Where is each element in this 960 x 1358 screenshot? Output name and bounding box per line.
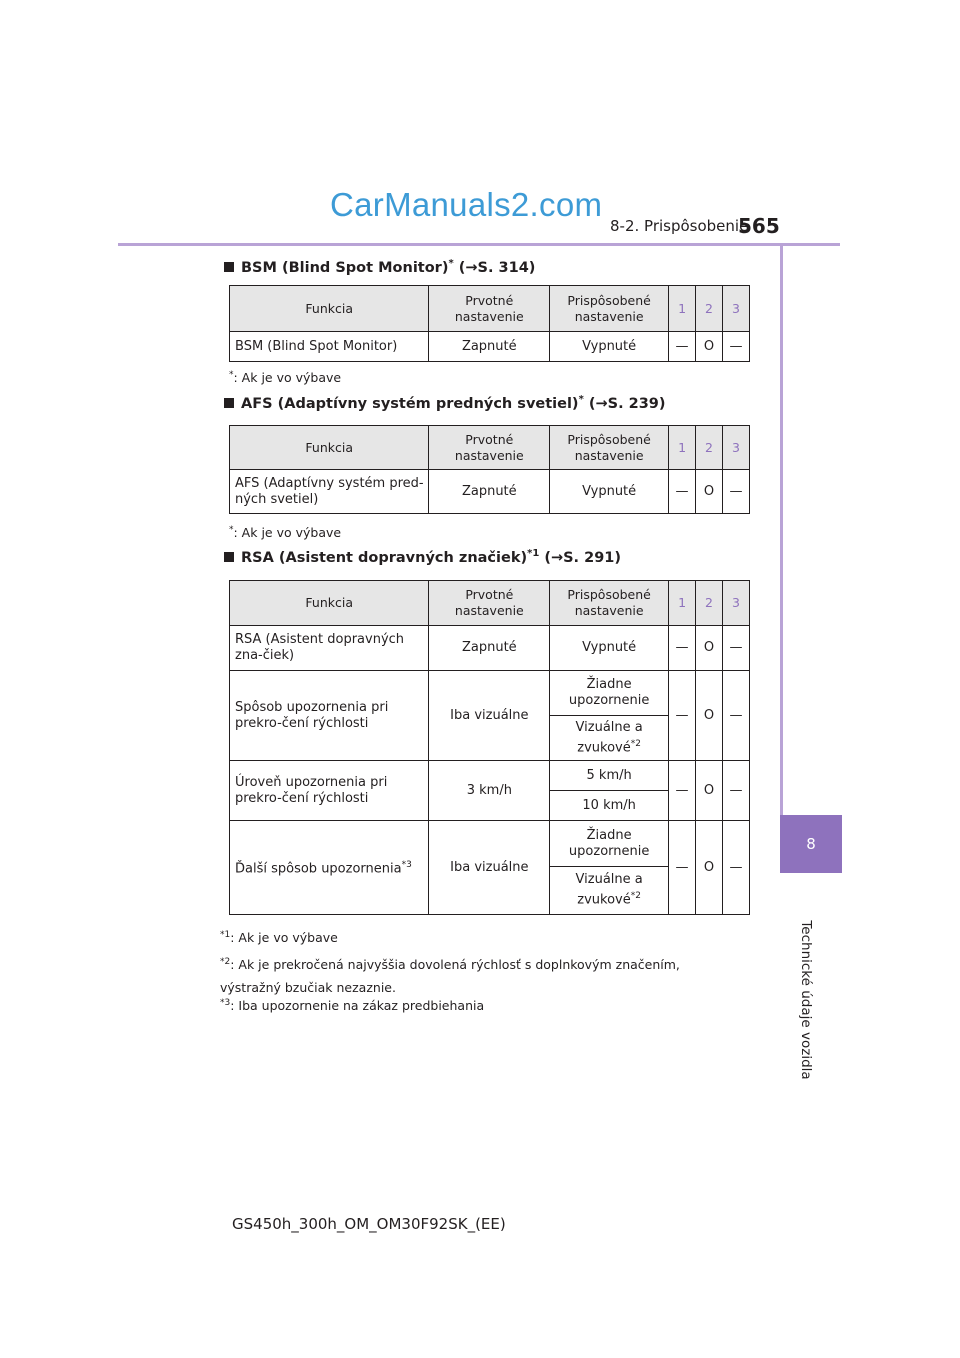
cell-initial: 3 km/h <box>429 761 550 821</box>
cell-custom: Vypnuté <box>550 626 669 671</box>
header-col-3: 3 <box>722 286 749 332</box>
header-col-3: 3 <box>722 426 749 470</box>
chapter-tab[interactable] <box>780 815 842 873</box>
cell-mode-1: — <box>669 671 696 761</box>
bullet-square-icon <box>224 262 234 272</box>
bullet-square-icon <box>224 552 234 562</box>
header-function: Funkcia <box>230 286 429 332</box>
cell-mode-3: — <box>722 821 749 915</box>
cell-custom: Žiadne upozornenie <box>550 671 669 716</box>
cell-custom-alt: Vizuálne a zvukové$^{*2}$ <box>550 867 669 915</box>
cell-custom-alt: 10 km/h <box>550 791 669 821</box>
rsa-footnote-3: $^{*3}$: Iba upozornenie na zákaz predbiehania <box>220 998 485 1014</box>
cell-mode-2: O <box>696 761 723 821</box>
header-col-1: 1 <box>669 581 696 626</box>
cell-mode-3: — <box>722 671 749 761</box>
header-initial: Prvotné nastavenie <box>429 286 550 332</box>
header-custom: Prispôsobené nastavenie <box>550 286 669 332</box>
cell-initial: Zapnuté <box>429 470 550 514</box>
cell-function: Ďalší spôsob upozornenia$^{*3}$ <box>230 821 429 915</box>
header-function: Funkcia <box>230 581 429 626</box>
cell-custom: Vypnuté <box>550 470 669 514</box>
table-row <box>230 761 750 791</box>
header-col-1: 1 <box>669 426 696 470</box>
table-header-row <box>230 581 750 626</box>
rsa-footnote-1: $^{*1}$: Ak je vo výbave <box>220 930 338 946</box>
cell-function: BSM (Blind Spot Monitor) <box>230 332 429 362</box>
cell-function: RSA (Asistent dopravných zna-čiek) <box>230 626 429 671</box>
afs-table <box>229 425 750 514</box>
header-col-2: 2 <box>696 286 723 332</box>
bsm-table <box>229 285 750 362</box>
cell-custom: Vypnuté <box>550 332 669 362</box>
cell-mode-1: — <box>669 470 696 514</box>
cell-function: Spôsob upozornenia pri prekro-čení rýchlosti <box>230 671 429 761</box>
cell-mode-1: — <box>669 821 696 915</box>
bsm-footnote: *: Ak je vo výbave <box>229 370 342 386</box>
cell-mode-3: — <box>722 470 749 514</box>
cell-mode-2: O <box>696 470 723 514</box>
side-divider <box>780 246 783 816</box>
rsa-table <box>229 580 750 915</box>
table-row <box>230 332 750 362</box>
afs-heading: AFS (Adaptívny systém predných svetiel)* (→S. 239) <box>224 394 666 412</box>
cell-mode-2: O <box>696 821 723 915</box>
cell-mode-1: — <box>669 332 696 362</box>
cell-function: Úroveň upozornenia pri prekro-čení rýchlosti <box>230 761 429 821</box>
cell-custom: Žiadne upozornenie <box>550 821 669 867</box>
chapter-label: Technické údaje vozidla <box>798 920 814 1080</box>
rsa-heading: RSA (Asistent dopravných značiek)$^{*1}$ (→S. 291) <box>224 548 621 566</box>
cell-initial: Iba vizuálne <box>429 671 550 761</box>
document-code: GS450h_300h_OM_OM30F92SK_(EE) <box>232 1215 506 1233</box>
cell-initial: Zapnuté <box>429 626 550 671</box>
cell-custom: 5 km/h <box>550 761 669 791</box>
page-number: 565 <box>738 214 780 238</box>
cell-mode-1: — <box>669 761 696 821</box>
table-row <box>230 821 750 867</box>
header-col-1: 1 <box>669 286 696 332</box>
cell-mode-2: O <box>696 332 723 362</box>
cell-mode-3: — <box>722 761 749 821</box>
cell-mode-1: — <box>669 626 696 671</box>
header-col-2: 2 <box>696 581 723 626</box>
watermark: CarManuals2.com <box>330 186 603 223</box>
header-initial: Prvotné nastavenie <box>429 581 550 626</box>
afs-footnote: *: Ak je vo výbave <box>229 525 342 541</box>
table-row <box>230 626 750 671</box>
table-row <box>230 470 750 514</box>
cell-function: AFS (Adaptívny systém pred-ných svetiel) <box>230 470 429 514</box>
table-header-row <box>230 426 750 470</box>
header-initial: Prvotné nastavenie <box>429 426 550 470</box>
cell-initial: Zapnuté <box>429 332 550 362</box>
header-col-2: 2 <box>696 426 723 470</box>
cell-mode-2: O <box>696 626 723 671</box>
rsa-footnote-2: $^{*2}$: Ak je prekročená najvyššia dovolená rýchlosť s doplnkovým značením, výstražný bzučiak nezaznie. <box>220 957 680 996</box>
header-function: Funkcia <box>230 426 429 470</box>
bsm-heading: BSM (Blind Spot Monitor)* (→S. 314) <box>224 258 535 276</box>
header-divider <box>118 243 840 246</box>
chapter-number: 8 <box>806 835 816 853</box>
table-row <box>230 671 750 716</box>
cell-initial: Iba vizuálne <box>429 821 550 915</box>
section-title: 8-2. Prispôsobenie <box>610 217 749 235</box>
cell-custom-alt: Vizuálne a zvukové$^{*2}$ <box>550 716 669 761</box>
header-custom: Prispôsobené nastavenie <box>550 426 669 470</box>
cell-mode-3: — <box>722 332 749 362</box>
cell-mode-2: O <box>696 671 723 761</box>
bullet-square-icon <box>224 398 234 408</box>
cell-mode-3: — <box>722 626 749 671</box>
header-col-3: 3 <box>722 581 749 626</box>
header-custom: Prispôsobené nastavenie <box>550 581 669 626</box>
table-header-row <box>230 286 750 332</box>
